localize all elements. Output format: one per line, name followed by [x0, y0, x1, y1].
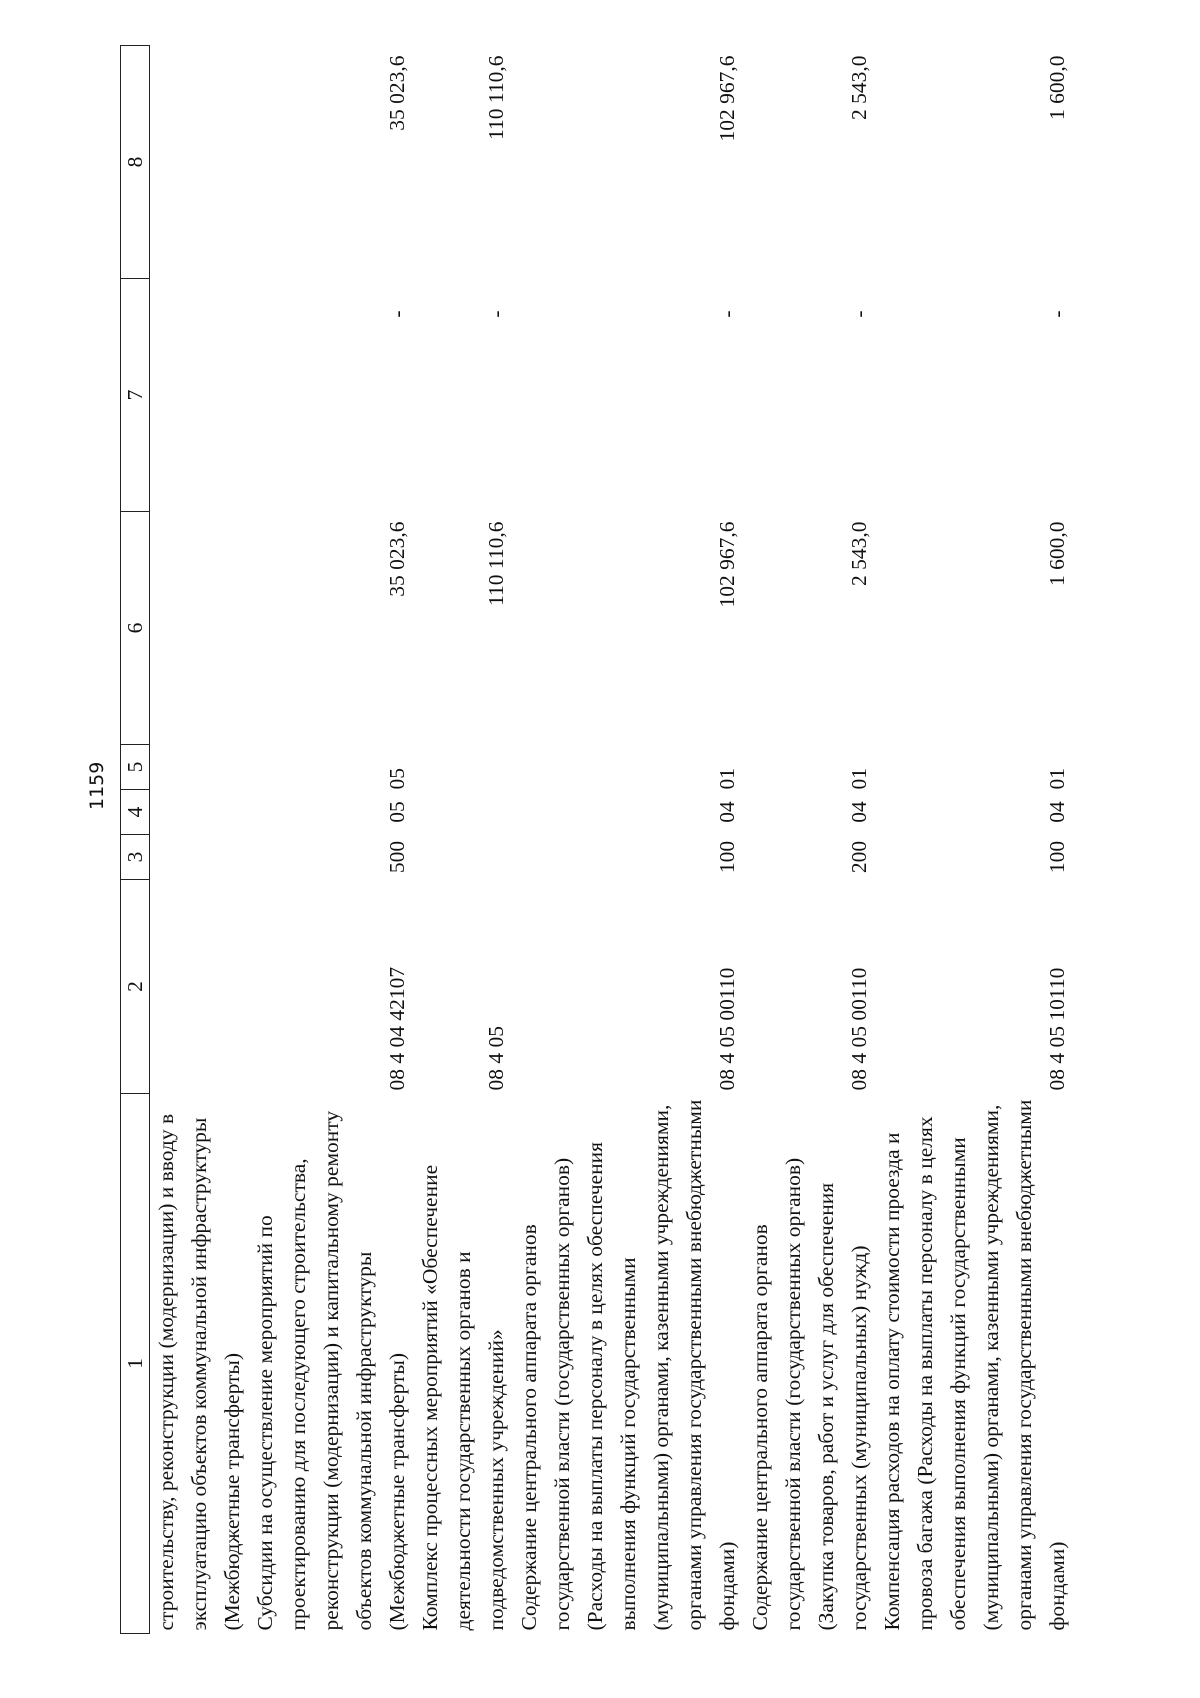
- row-sum-7: -: [715, 310, 739, 318]
- row-sum-8: [150, 46, 250, 279]
- row-sum-8: 35 023,6: [385, 55, 409, 131]
- row-name: Содержание центрального аппарата органов государственной власти (государственных органов) (Закупка товаров, работ и услуг для обеспечения государственных (муниципальных) нужд): [748, 1157, 871, 1631]
- row-sum-6: 110 110,6: [484, 521, 508, 606]
- table-row: [744, 46, 876, 1634]
- row-rz: [150, 790, 250, 835]
- col-header-1: 1: [121, 1094, 150, 1634]
- row-pr: [414, 745, 513, 790]
- row-code: 08 4 05 00110: [715, 967, 739, 1091]
- row-pr: 05: [385, 768, 409, 790]
- budget-table: [120, 45, 1074, 1634]
- row-sum-8: 110 110,6: [484, 55, 508, 140]
- row-code: 08 4 05 10110: [1045, 967, 1069, 1091]
- row-sum-7: -: [1045, 310, 1069, 318]
- row-vr: 100: [715, 840, 739, 874]
- row-sum-7: -: [385, 310, 409, 318]
- row-rz: 05: [385, 801, 409, 823]
- row-code: 08 4 04 42107: [385, 966, 409, 1091]
- table-row: [150, 46, 250, 1634]
- row-rz: 04: [715, 801, 739, 823]
- rotated-page: [120, 46, 1160, 1634]
- col-header-3: 3: [121, 835, 150, 880]
- row-code: 08 4 05: [484, 1026, 508, 1091]
- row-name: Комплекс процессных мероприятий «Обеспечение деятельности государственных органов и подведомственных учреждений»: [418, 1164, 508, 1631]
- row-sum-6: 1 600,0: [1045, 521, 1069, 586]
- row-code: 08 4 05 00110: [847, 967, 871, 1091]
- col-header-5: 5: [121, 745, 150, 790]
- row-vr: [150, 835, 250, 880]
- row-sum-7: -: [484, 310, 508, 318]
- row-sum-6: 102 967,6: [715, 521, 739, 608]
- col-header-8: 8: [121, 46, 150, 279]
- row-pr: 01: [1045, 768, 1069, 790]
- row-name: Содержание центрального аппарата органов государственной власти (государственных органов) (Расходы на выплаты персоналу в целях обеспечения выполнения функций государственными (муниципальными) органами, казенными учреждениями, органами управления государственными внебюджетными фондами): [517, 1099, 739, 1631]
- col-header-4: 4: [121, 790, 150, 835]
- row-sum-6: 35 023,6: [385, 521, 409, 597]
- col-header-7: 7: [121, 279, 150, 512]
- row-sum-7: [150, 279, 250, 512]
- table-row: [513, 46, 744, 1634]
- row-rz: 04: [847, 801, 871, 823]
- row-vr: 500: [385, 840, 409, 874]
- row-name: Компенсация расходов на оплату стоимости проезда и провоза багажа (Расходы на выплаты персоналу в целях обеспечения выполнения функций государственными (муниципальными) органами, казенными учреждениями, органами управления государственными внебюджетными фондами): [880, 1099, 1069, 1631]
- table-row: [876, 46, 1074, 1634]
- row-code: [150, 880, 250, 1094]
- row-pr: [150, 745, 250, 790]
- page-number: 1159: [86, 761, 108, 810]
- row-name: строительству, реконструкции (модернизации) и вводу в эксплуатацию объектов коммунальной инфраструктуры (Межбюджетные трансферты): [154, 1113, 244, 1631]
- table-row: [249, 46, 414, 1634]
- row-pr: 01: [715, 768, 739, 790]
- row-vr: [414, 835, 513, 880]
- col-header-2: 2: [121, 880, 150, 1094]
- row-name: Субсидии на осуществление мероприятий по проектированию для последующего строительства, реконструкции (модернизации) и капитальному ремонту объектов коммунальной инфраструктуры (Межбюджетные трансферты): [253, 1110, 409, 1631]
- row-sum-8: 1 600,0: [1045, 55, 1069, 120]
- row-sum-6: 2 543,0: [847, 521, 871, 586]
- row-vr: 100: [1045, 840, 1069, 874]
- row-sum-8: 2 543,0: [847, 55, 871, 120]
- row-rz: 04: [1045, 801, 1069, 823]
- row-pr: 01: [847, 768, 871, 790]
- table-row: [414, 46, 513, 1634]
- row-rz: [414, 790, 513, 835]
- row-sum-8: 102 967,6: [715, 55, 739, 142]
- row-vr: 200: [847, 840, 871, 874]
- header-row: [121, 46, 150, 1634]
- row-sum-6: [150, 512, 250, 745]
- col-header-6: 6: [121, 512, 150, 745]
- row-sum-7: -: [847, 310, 871, 318]
